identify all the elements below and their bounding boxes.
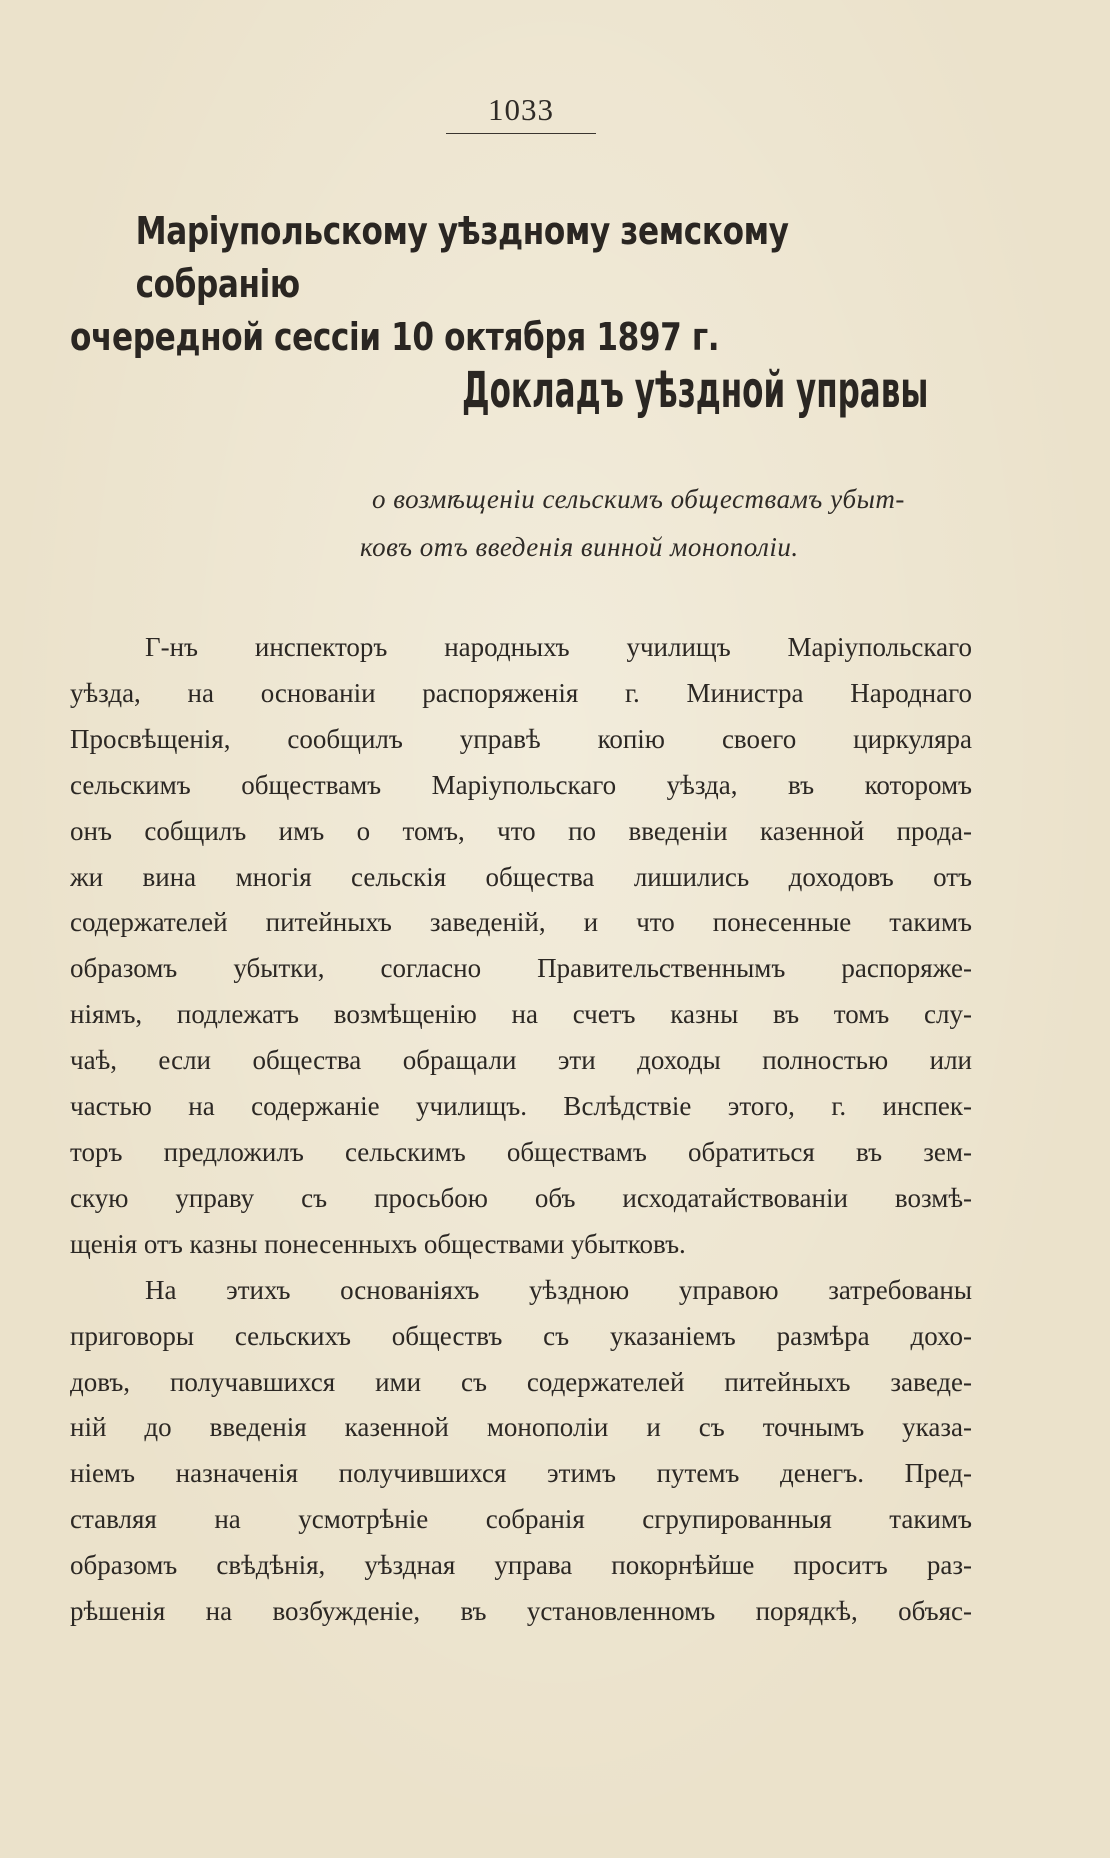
subject-line-1: о возмѣщеніи сельскимъ обществамъ убыт- — [372, 484, 905, 514]
text-line: ніямъ, подлежатъ возмѣщенію на счетъ казны въ томъ слу- — [70, 999, 972, 1030]
text-line: ніемъ назначенія получившихся этимъ путемъ денегъ. Пред- — [70, 1458, 972, 1489]
report-subject — [360, 475, 1000, 571]
text-line: щенія отъ казны понесенныхъ обществами убытковъ. — [70, 1228, 686, 1259]
document-heading — [70, 205, 890, 364]
report-title: Докладъ уѣздной управы — [462, 361, 929, 419]
body-text — [70, 625, 972, 1635]
text-line: скую управу съ просьбою объ исходатайствованіи возмѣ- — [70, 1182, 972, 1213]
text-line: частью на содержаніе училищъ. Вслѣдствіе этого, г. инспек- — [70, 1091, 972, 1122]
text-line: ставляя на усмотрѣніе собранія сгрупированныя такимъ — [70, 1504, 972, 1535]
text-line: онъ собщилъ имъ о томъ, что по введеніи казенной прода- — [70, 815, 972, 846]
text-line: сельскимъ обществамъ Маріупольскаго уѣзда, въ которомъ — [70, 769, 972, 800]
paragraph-2 — [70, 1268, 972, 1635]
page-number: 1033 — [488, 92, 554, 127]
text-line: Г-нъ инспекторъ народныхъ училищъ Маріупольскаго — [145, 632, 972, 662]
subject-line-2: ковъ отъ введенія винной монополіи. — [360, 532, 799, 562]
text-line: уѣзда, на основаніи распоряженія г. Министра Народнаго — [70, 677, 972, 708]
paragraph-1 — [70, 625, 972, 1268]
page-number-rule — [446, 133, 596, 134]
text-line: Просвѣщенія, сообщилъ управѣ копію своего циркуляра — [70, 723, 972, 754]
text-line: приговоры сельскихъ обществъ съ указаніемъ размѣра дохо- — [70, 1320, 972, 1351]
text-line: рѣшенія на возбужденіе, въ установленномъ порядкѣ, объяс- — [70, 1596, 972, 1627]
text-line: образомъ свѣдѣнія, уѣздная управа покорнѣйше проситъ раз- — [70, 1550, 972, 1581]
text-line: На этихъ основаніяхъ уѣздною управою затребованы — [145, 1274, 972, 1305]
text-line: чаѣ, если общества обращали эти доходы полностью или — [70, 1045, 972, 1076]
text-line: торъ предложилъ сельскимъ обществамъ обратиться въ зем- — [70, 1136, 972, 1167]
text-line: образомъ убытки, согласно Правительственнымъ распоряже- — [70, 953, 972, 984]
text-line: довъ, получавшихся ими съ содержателей питейныхъ заведе- — [70, 1366, 972, 1397]
text-line: содержателей питейныхъ заведеній, и что понесенные такимъ — [70, 907, 972, 938]
text-line: ній до введенія казенной монополіи и съ точнымъ указа- — [70, 1412, 972, 1443]
text-line: жи вина многія сельскія общества лишились доходовъ отъ — [70, 861, 972, 892]
heading-line-1: Маріупольскому уѣздному земскому собранію — [135, 209, 789, 306]
heading-line-2: очередной сессіи 10 октября 1897 г. — [70, 315, 720, 359]
